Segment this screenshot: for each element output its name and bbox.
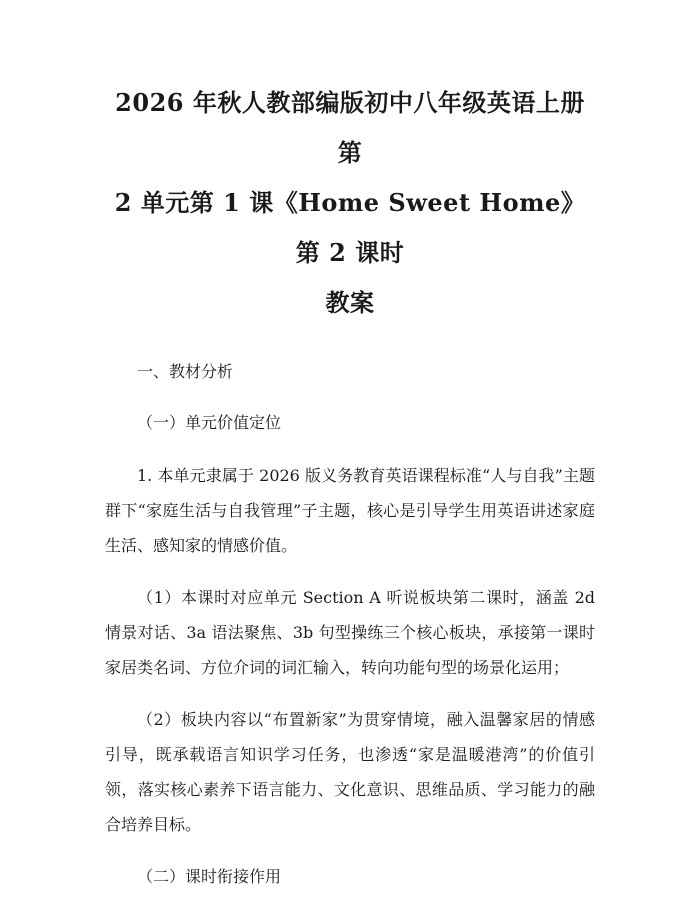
section-heading-teaching-material-analysis: 一、教材分析: [137, 362, 234, 381]
subsection-heading-lesson-connection: （二）课时衔接作用: [137, 867, 282, 886]
title-line-2: 2 单元第 1 课《Home Sweet Home》第 2 课时: [114, 188, 586, 267]
document-title: [105, 0, 595, 328]
title-line-3: 教案: [325, 288, 375, 317]
paragraph-unit-overview: 1. 本单元隶属于 2026 版义务教育英语课程标准“人与自我”主题群下“家庭生活与自我管理”子主题，核心是引导学生用英语讲述家庭生活、感知家的情感价值。: [105, 466, 595, 555]
subsection-heading-unit-value: （一）单元价值定位: [137, 413, 282, 432]
title-line-1: 2026 年秋人教部编版初中八年级英语上册第: [115, 88, 585, 167]
paragraph-lesson-correspondence: （1）本课时对应单元 Section A 听说板块第二课时，涵盖 2d 情景对话、3a 语法聚焦、3b 句型操练三个核心板块，承接第一课时家居类名词、方位介词的词汇输入，转向功能句型的场景化运用；: [105, 588, 595, 677]
paragraph-lesson-context: （2）板块内容以“布置新家”为贯穿情境，融入温馨家居的情感引导，既承载语言知识学习任务，也渗透“家是温暖港湾”的价值引领，落实核心素养下语言能力、文化意识、思维品质、学习能力的融合培养目标。: [105, 710, 595, 834]
